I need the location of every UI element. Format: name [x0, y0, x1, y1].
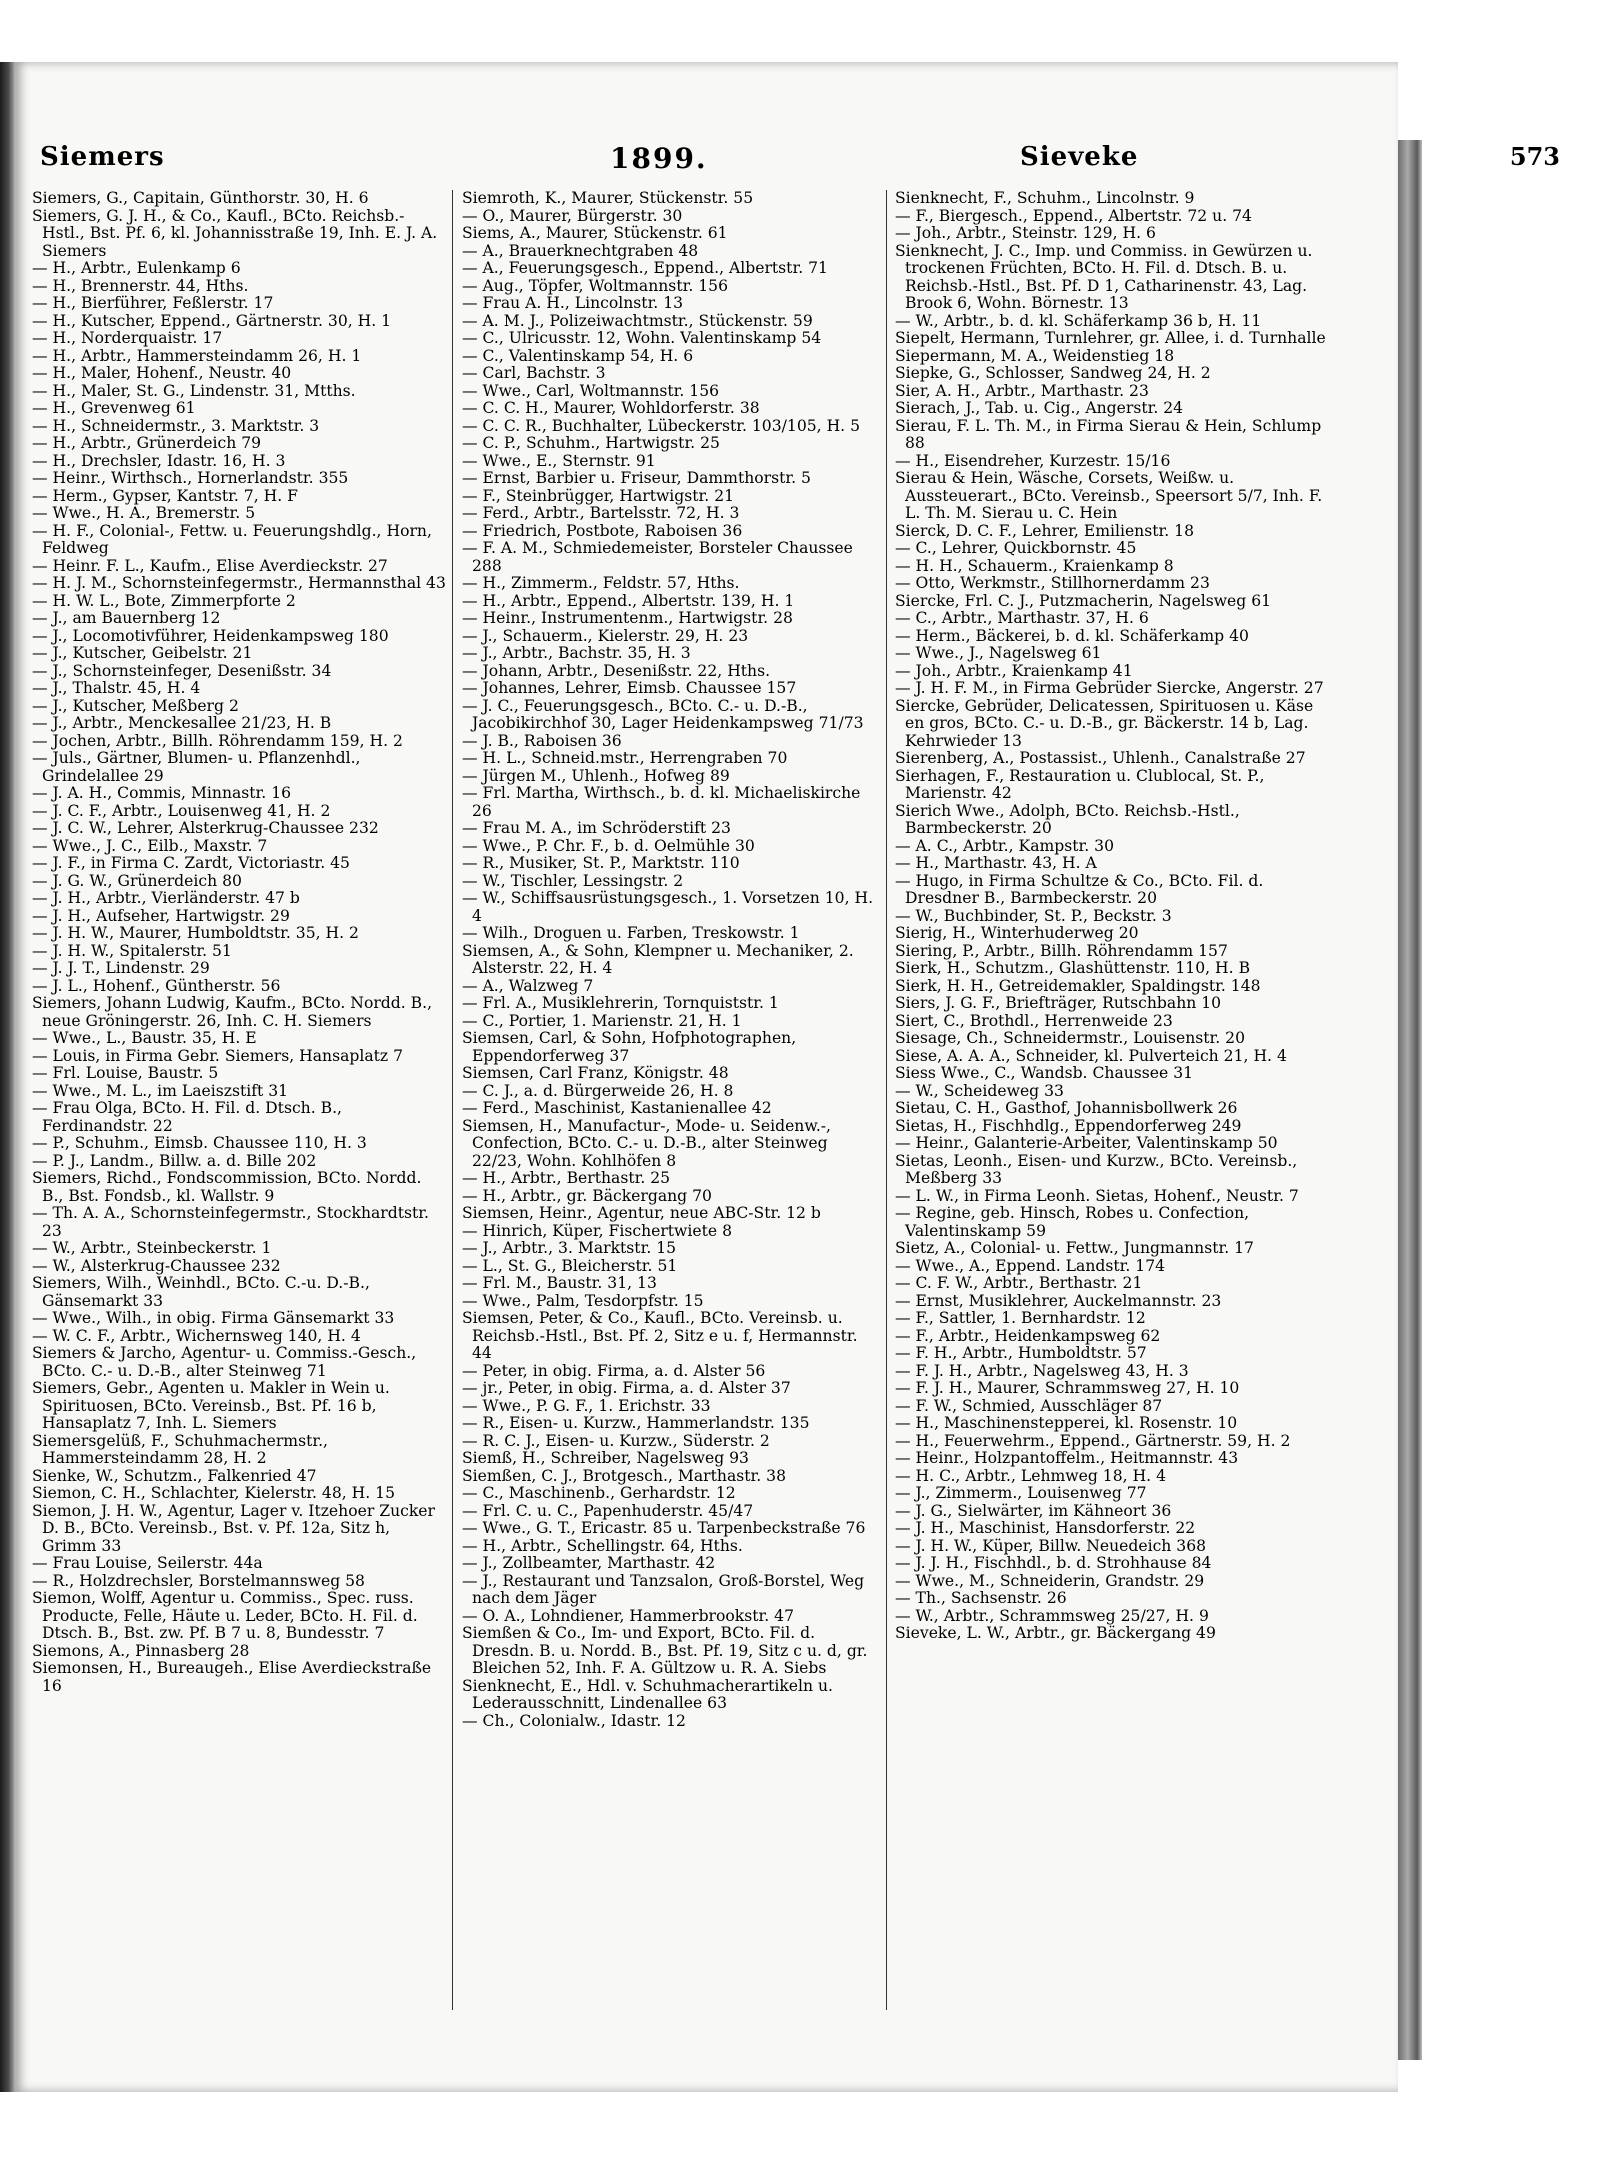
directory-entry: — Heinr., Galanterie-Arbeiter, Valentinskamp 50 — [895, 1134, 1278, 1152]
directory-entry: — Frl. Louise, Baustr. 5 — [32, 1064, 219, 1082]
directory-entry: — O., Maurer, Bürgerstr. 30 — [462, 206, 683, 225]
directory-entry: Siemsen, A., & Sohn, Klempner u. Mechaniker, 2. Alsterstr. 22, H. 4 — [462, 941, 854, 977]
directory-entry: — H. W. L., Bote, Zimmerpforte 2 — [32, 591, 296, 610]
directory-entry: Sierach, J., Tab. u. Cig., Angerstr. 24 — [895, 399, 1184, 417]
directory-entry: — C., Maschinenb., Gerhardstr. 12 — [462, 1484, 736, 1502]
directory-entry: — P. J., Landm., Billw. a. d. Bille 202 — [32, 1151, 317, 1170]
directory-entry: — J. G., Sielwärter, im Kähneort 36 — [895, 1501, 1172, 1520]
directory-entry: — J. H. W., Spitalerstr. 51 — [32, 941, 232, 960]
directory-entry: — Regine, geb. Hinsch, Robes u. Confection, Valentinskamp 59 — [895, 1204, 1250, 1240]
book-page-edges — [1398, 140, 1422, 2060]
directory-entry: — H. C., Arbtr., Lehmweg 18, H. 4 — [895, 1466, 1167, 1485]
directory-entry: — Frl. M., Baustr. 31, 13 — [462, 1274, 657, 1292]
directory-entry: — Jochen, Arbtr., Billh. Röhrendamm 159, H. 2 — [32, 731, 403, 750]
directory-entry: — C., Arbtr., Marthastr. 37, H. 6 — [895, 609, 1149, 627]
directory-entry: Sietz, A., Colonial- u. Fettw., Jungmannstr. 17 — [895, 1239, 1254, 1257]
directory-entry: — H., Arbtr., Eulenkamp 6 — [32, 259, 241, 277]
directory-entry: — Frau M. A., im Schröderstift 23 — [462, 819, 731, 837]
directory-entry: — W., Schiffsausrüstungsgesch., 1. Vorsetzen 10, H. 4 — [462, 889, 874, 925]
directory-entry: — W., Alsterkrug-Chaussee 232 — [32, 1256, 281, 1275]
directory-entry: Siemersgelüß, F., Schuhmachermstr., Hammersteindamm 28, H. 2 — [32, 1431, 328, 1467]
directory-entry: — Th. A. A., Schornsteinfegermstr., Stockhardtstr. 23 — [32, 1204, 429, 1240]
directory-entry: — F., Sattler, 1. Bernhardstr. 12 — [895, 1309, 1146, 1327]
directory-entry: — Frl. A., Musiklehrerin, Tornquiststr. 1 — [462, 994, 779, 1012]
directory-entry: Sienknecht, J. C., Imp. und Commiss. in Gewürzen u. trockenen Früchten, BCto. H. Fil. d. Dtsch. B. u. Reichsb.-Hstl., Bst. Pf. D 1, Catharinenstr. 43, Lag. Brook 6, Wohn. Börnestr. 13 — [895, 241, 1313, 312]
directory-entry: — H., Marthastr. 43, H. A — [895, 854, 1097, 872]
directory-entry: Sienke, W., Schutzm., Falkenried 47 — [32, 1466, 317, 1485]
running-head-year: 1899. — [610, 142, 708, 175]
directory-entry: — Frl. C. u. C., Papenhuderstr. 45/47 — [462, 1501, 754, 1520]
directory-entry: — Wwe., J., Nagelsweg 61 — [895, 644, 1102, 662]
directory-entry: Sierk, H. H., Getreidemakler, Spaldingstr. 148 — [895, 976, 1261, 995]
directory-entry: — J. G. W., Grünerdeich 80 — [32, 871, 242, 890]
directory-entry: Sietau, C. H., Gasthof, Johannisbollwerk 26 — [895, 1099, 1238, 1117]
directory-entry: — J. C., Feuerungsgesch., BCto. C.- u. D.-B., Jacobikirchhof 30, Lager Heidenkampsweg 71/73 — [462, 696, 864, 732]
directory-entry: — R., Musiker, St. P., Marktstr. 110 — [462, 854, 740, 872]
directory-entry: — jr., Peter, in obig. Firma, a. d. Alster 37 — [462, 1379, 791, 1397]
directory-entry: Siemß, H., Schreiber, Nagelsweg 93 — [462, 1449, 749, 1467]
directory-entry: — H., Arbtr., Eppend., Albertstr. 139, H. 1 — [462, 591, 795, 610]
directory-entry: — H., Schneidermstr., 3. Marktstr. 3 — [32, 416, 320, 435]
directory-entry: — H., Zimmerm., Feldstr. 57, Hths. — [462, 574, 740, 592]
directory-entry: — J. H., Aufseher, Hartwigstr. 29 — [32, 906, 290, 925]
directory-entry: — W., Arbtr., Schrammsweg 25/27, H. 9 — [895, 1606, 1209, 1625]
directory-entry: — H. F., Colonial-, Fettw. u. Feuerungshdlg., Horn, Feldweg — [32, 521, 432, 557]
directory-entry: Sietas, Leonh., Eisen- und Kurzw., BCto. Vereinsb., Meßberg 33 — [895, 1151, 1298, 1187]
directory-entry: — Frau Olga, BCto. H. Fil. d. Dtsch. B., Ferdinandstr. 22 — [32, 1099, 343, 1135]
directory-entry: — C., Ulricusstr. 12, Wohn. Valentinskamp 54 — [462, 329, 822, 347]
directory-entry: — A., Feuerungsgesch., Eppend., Albertstr. 71 — [462, 259, 828, 277]
directory-entry: — J. C. W., Lehrer, Alsterkrug-Chaussee 232 — [32, 819, 379, 837]
directory-entry: Siepke, G., Schlosser, Sandweg 24, H. 2 — [895, 364, 1211, 382]
directory-entry: Siemers, Johann Ludwig, Kaufm., BCto. Nordd. B., neue Gröningerstr. 26, Inh. C. H. Siemers — [32, 994, 433, 1030]
directory-entry: — J., Schauerm., Kielerstr. 29, H. 23 — [462, 626, 749, 645]
directory-entry: Siess Wwe., C., Wandsb. Chaussee 31 — [895, 1064, 1194, 1082]
directory-entry: Siers, J. G. F., Briefträger, Rutschbahn 10 — [895, 994, 1222, 1012]
directory-entry: — C. F. W., Arbtr., Berthastr. 21 — [895, 1274, 1143, 1292]
directory-entry: Siemon, C. H., Schlachter, Kielerstr. 48, H. 15 — [32, 1484, 396, 1502]
directory-entry: — J. H. W., Küper, Billw. Neuedeich 368 — [895, 1536, 1207, 1555]
directory-entry: — Aug., Töpfer, Woltmannstr. 156 — [462, 276, 728, 295]
directory-entry: — H., Feuerwehrm., Eppend., Gärtnerstr. 59, H. 2 — [895, 1431, 1291, 1450]
directory-entry: Sierenberg, A., Postassist., Uhlenh., Canalstraße 27 — [895, 749, 1306, 767]
directory-entry: Sierk, H., Schutzm., Glashüttenstr. 110, H. B — [895, 959, 1251, 977]
directory-entry: Siesage, Ch., Schneidermstr., Louisenstr. 20 — [895, 1029, 1246, 1047]
directory-entry: — R., Holzdrechsler, Borstelmannsweg 58 — [32, 1571, 365, 1590]
directory-entry: — J. L., Hohenf., Güntherstr. 56 — [32, 976, 281, 995]
directory-entry: Siemsen, Heinr., Agentur, neue ABC-Str. 12 b — [462, 1204, 821, 1222]
directory-entry: — A. M. J., Polizeiwachtmstr., Stückenstr. 59 — [462, 311, 813, 330]
directory-entry: — F. W., Schmied, Ausschläger 87 — [895, 1396, 1163, 1415]
directory-entry: — H., Brennerstr. 44, Hths. — [32, 276, 249, 295]
directory-entry: — Jürgen M., Uhlenh., Hofweg 89 — [462, 766, 730, 785]
directory-entry: — W., Scheideweg 33 — [895, 1081, 1064, 1100]
directory-entry: — Hinrich, Küper, Fischertwiete 8 — [462, 1221, 732, 1240]
directory-entry: — Joh., Arbtr., Kraienkamp 41 — [895, 661, 1133, 680]
directory-entry: — H., Grevenweg 61 — [32, 399, 196, 417]
directory-entry: — Frl. Martha, Wirthsch., b. d. kl. Michaeliskirche 26 — [462, 784, 861, 820]
directory-entry: — H., Arbtr., gr. Bäckergang 70 — [462, 1186, 712, 1205]
directory-entry: — Johannes, Lehrer, Eimsb. Chaussee 157 — [462, 679, 797, 697]
directory-entry: — W., Arbtr., b. d. kl. Schäferkamp 36 b, H. 11 — [895, 311, 1262, 330]
directory-entry: — A. C., Arbtr., Kampstr. 30 — [895, 836, 1115, 855]
column-divider — [452, 190, 453, 2010]
directory-entry: — Heinr., Instrumentenm., Hartwigstr. 28 — [462, 609, 793, 627]
directory-entry: — Wwe., A., Eppend. Landstr. 174 — [895, 1256, 1166, 1275]
directory-entry: Sienknecht, F., Schuhm., Lincolnstr. 9 — [895, 190, 1195, 207]
directory-entry: — H., Maler, Hohenf., Neustr. 40 — [32, 364, 292, 382]
directory-entry: — Wwe., M. L., im Laeiszstift 31 — [32, 1081, 289, 1100]
directory-entry: — Wwe., Carl, Woltmannstr. 156 — [462, 381, 720, 400]
directory-entry: Siemers & Jarcho, Agentur- u. Commiss.-Gesch., BCto. C.- u. D.-B., alter Steinweg 71 — [32, 1344, 417, 1380]
directory-entry: — Wwe., E., Sternstr. 91 — [462, 451, 656, 470]
directory-entry: — R., Eisen- u. Kurzw., Hammerlandstr. 135 — [462, 1414, 810, 1432]
directory-entry: Siemers, Gebr., Agenten u. Makler in Wein u. Spirituosen, BCto. Vereinsb., Bst. Pf. 16 b, Hansaplatz 7, Inh. L. Siemers — [32, 1379, 390, 1432]
directory-entry: — F., Steinbrügger, Hartwigstr. 21 — [462, 486, 735, 505]
directory-entry: — Wilh., Droguen u. Farben, Treskowstr. 1 — [462, 924, 800, 942]
directory-entry: — Wwe., H. A., Bremerstr. 5 — [32, 504, 256, 522]
directory-entry: — Hugo, in Firma Schultze & Co., BCto. Fil. d. Dresdner B., Barmbeckerstr. 20 — [895, 871, 1264, 907]
directory-entry: — J. H. F. M., in Firma Gebrüder Siercke, Angerstr. 27 — [895, 679, 1324, 697]
directory-entry: — Wwe., L., Baustr. 35, H. E — [32, 1029, 257, 1047]
directory-entry: — H., Maler, St. G., Lindenstr. 31, Mtths. — [32, 381, 356, 400]
directory-entry: Siese, A. A. A., Schneider, kl. Pulverteich 21, H. 4 — [895, 1046, 1287, 1065]
page-header — [40, 142, 1560, 182]
directory-entry: — Wwe., P. Chr. F., b. d. Oelmühle 30 — [462, 836, 755, 855]
directory-entry: — C. P., Schuhm., Hartwigstr. 25 — [462, 434, 720, 452]
directory-entry: Sier, A. H., Arbtr., Marthastr. 23 — [895, 381, 1149, 400]
directory-entry: — C. J., a. d. Bürgerweide 26, H. 8 — [462, 1081, 734, 1100]
directory-entry: Sierhagen, F., Restauration u. Clublocal, St. P., Marienstr. 42 — [895, 766, 1265, 802]
directory-entry: — H., Arbtr., Berthastr. 25 — [462, 1169, 671, 1187]
running-head-left: Siemers — [40, 142, 165, 172]
directory-entry: — Wwe., J. C., Eilb., Maxstr. 7 — [32, 836, 268, 855]
directory-entry: — Herm., Bäckerei, b. d. kl. Schäferkamp 40 — [895, 626, 1249, 645]
directory-entry: Siemsen, H., Manufactur-, Mode- u. Seidenw.-, Confection, BCto. C.- u. D.-B., alter Steinweg 22/23, Wohn. Kohlhöfen 8 — [462, 1116, 832, 1170]
directory-entry: — J., Kutscher, Geibelstr. 21 — [32, 644, 253, 662]
directory-entry: — P., Schuhm., Eimsb. Chaussee 110, H. 3 — [32, 1134, 367, 1152]
directory-entry: — Juls., Gärtner, Blumen- u. Pflanzenhdl., Grindelallee 29 — [32, 749, 361, 785]
directory-entry: — C., Portier, 1. Marienstr. 21, H. 1 — [462, 1011, 742, 1030]
directory-entry: — Otto, Werkmstr., Stillhornerdamm 23 — [895, 574, 1210, 592]
directory-entry: — F. H., Arbtr., Humboldtstr. 57 — [895, 1344, 1147, 1362]
directory-entry: — J., Arbtr., 3. Marktstr. 15 — [462, 1239, 677, 1257]
directory-entry: — Ferd., Maschinist, Kastanienallee 42 — [462, 1099, 772, 1117]
directory-entry: — H., Maschinenstepperei, kl. Rosenstr. 10 — [895, 1414, 1238, 1432]
directory-entry: — H., Arbtr., Grünerdeich 79 — [32, 434, 262, 452]
directory-entry: Sierich Wwe., Adolph, BCto. Reichsb.-Hstl., Barmbeckerstr. 20 — [895, 801, 1240, 837]
directory-entry: — J., Zimmerm., Louisenweg 77 — [895, 1484, 1147, 1502]
directory-entry: Sierig, H., Winterhuderweg 20 — [895, 924, 1139, 942]
directory-entry: — W. C. F., Arbtr., Wichernsweg 140, H. 4 — [32, 1326, 361, 1345]
directory-entry: — H., Arbtr., Schellingstr. 64, Hths. — [462, 1536, 743, 1555]
directory-entry: — Carl, Bachstr. 3 — [462, 364, 606, 382]
directory-entry: Sietas, H., Fischhdlg., Eppendorferweg 249 — [895, 1116, 1242, 1135]
directory-entry: — Wwe., P. G. F., 1. Erichstr. 33 — [462, 1396, 711, 1415]
directory-entry: Siercke, Frl. C. J., Putzmacherin, Nagelsweg 61 — [895, 591, 1272, 610]
directory-entry: — J. H. W., Maurer, Humboldtstr. 35, H. 2 — [32, 924, 359, 942]
directory-entry: Siepermann, M. A., Weidenstieg 18 — [895, 346, 1175, 365]
directory-entry: — A., Brauerknechtgraben 48 — [462, 241, 699, 260]
directory-entry: — Wwe., Palm, Tesdorpfstr. 15 — [462, 1291, 704, 1310]
directory-entry: — W., Buchbinder, St. P., Beckstr. 3 — [895, 906, 1172, 925]
directory-entry: — Heinr. F. L., Kaufm., Elise Averdieckstr. 27 — [32, 556, 388, 575]
directory-entry: — W., Tischler, Lessingstr. 2 — [462, 871, 684, 890]
directory-entry: — Louis, in Firma Gebr. Siemers, Hansaplatz 7 — [32, 1046, 403, 1065]
directory-entry: — J. F., in Firma C. Zardt, Victoriastr. 45 — [32, 854, 350, 872]
directory-entry: Siemsen, Carl Franz, Königstr. 48 — [462, 1064, 729, 1082]
directory-entry: — J. C. F., Arbtr., Louisenweg 41, H. 2 — [32, 801, 331, 820]
directory-column-2 — [462, 190, 880, 2010]
directory-entry: — J. B., Raboisen 36 — [462, 731, 622, 750]
directory-entry: — J., Locomotivführer, Heidenkampsweg 180 — [32, 626, 389, 645]
directory-entry: Siepelt, Hermann, Turnlehrer, gr. Allee, i. d. Turnhalle — [895, 329, 1326, 347]
directory-entry: Siemsen, Carl, & Sohn, Hofphotographen, Eppendorferweg 37 — [462, 1029, 797, 1065]
directory-entry: Siemons, A., Pinnasberg 28 — [32, 1641, 250, 1660]
directory-entry: — Heinr., Holzpantoffelm., Heitmannstr. 43 — [895, 1449, 1239, 1467]
directory-entry: — C. C. R., Buchhalter, Lübeckerstr. 103/105, H. 5 — [462, 416, 861, 435]
directory-entry: — L. W., in Firma Leonh. Sietas, Hohenf., Neustr. 7 — [895, 1186, 1299, 1205]
directory-entry: — Ernst, Musiklehrer, Auckelmannstr. 23 — [895, 1291, 1222, 1310]
directory-entry: — C., Valentinskamp 54, H. 6 — [462, 346, 694, 365]
directory-entry: — O. A., Lohndiener, Hammerbrookstr. 47 — [462, 1606, 794, 1625]
directory-entry: — C., Lehrer, Quickbornstr. 45 — [895, 539, 1137, 557]
directory-entry: — J., Thalstr. 45, H. 4 — [32, 679, 201, 697]
directory-entry: — L., St. G., Bleicherstr. 51 — [462, 1256, 678, 1275]
directory-entry: — W., Arbtr., Steinbeckerstr. 1 — [32, 1239, 272, 1257]
directory-entry: Siering, P., Arbtr., Billh. Röhrendamm 157 — [895, 941, 1228, 960]
directory-entry: — Ernst, Barbier u. Friseur, Dammthorstr. 5 — [462, 469, 811, 487]
directory-entry: Siemers, Richd., Fondscommission, BCto. Nordd. B., Bst. Fondsb., kl. Wallstr. 9 — [32, 1169, 422, 1205]
directory-entry: — Th., Sachsenstr. 26 — [895, 1589, 1067, 1607]
running-head-right: Sieveke — [1020, 142, 1139, 172]
directory-entry: — F., Arbtr., Heidenkampsweg 62 — [895, 1326, 1161, 1345]
directory-entry: Siemßen, C. J., Brotgesch., Marthastr. 38 — [462, 1466, 787, 1485]
directory-entry: Siems, A., Maurer, Stückenstr. 61 — [462, 224, 728, 242]
directory-entry: — J. J. H., Fischhdl., b. d. Strohhause 84 — [895, 1554, 1212, 1572]
directory-entry: Siemers, G. J. H., & Co., Kaufl., BCto. Reichsb.-Hstl., Bst. Pf. 6, kl. Johannisstraße 19, Inh. E. J. A. Siemers — [32, 206, 438, 260]
directory-entry: — H., Kutscher, Eppend., Gärtnerstr. 30, H. 1 — [32, 311, 392, 330]
directory-entry: — F. J. H., Arbtr., Nagelsweg 43, H. 3 — [895, 1361, 1189, 1380]
directory-entry: Siemßen & Co., Im- und Export, BCto. Fil. d. Dresdn. B. u. Nordd. B., Bst. Pf. 19, Sitz c u. d, gr. Bleichen 52, Inh. F. A. Gültzow u. R. A. Siebs — [462, 1624, 868, 1677]
scan-binding-shadow — [0, 62, 14, 2092]
directory-entry: — J. H., Maschinist, Hansdorferstr. 22 — [895, 1519, 1196, 1537]
directory-entry: Siert, C., Brothdl., Herrenweide 23 — [895, 1011, 1173, 1030]
directory-entry: — Friedrich, Postbote, Raboisen 36 — [462, 521, 743, 540]
directory-entry: Sierau, F. L. Th. M., in Firma Sierau & Hein, Schlump 88 — [895, 416, 1322, 452]
directory-entry: — Johann, Arbtr., Desenißstr. 22, Hths. — [462, 661, 771, 680]
directory-entry: Sierau & Hein, Wäsche, Corsets, Weißw. u. Aussteuerart., BCto. Vereinsb., Speersort 5/7, Inh. F. L. Th. M. Sierau u. C. Hein — [895, 469, 1323, 522]
directory-entry: — H., Norderquaistr. 17 — [32, 329, 223, 347]
directory-entry: — Herm., Gypser, Kantstr. 7, H. F — [32, 486, 298, 505]
directory-entry: — J. J. T., Lindenstr. 29 — [32, 959, 210, 977]
directory-entry: Sieveke, L. W., Arbtr., gr. Bäckergang 49 — [895, 1624, 1216, 1642]
directory-entry: — J., am Bauernberg 12 — [32, 609, 221, 627]
directory-entry: — Peter, in obig. Firma, a. d. Alster 56 — [462, 1361, 766, 1380]
directory-entry: — F., Biergesch., Eppend., Albertstr. 72 u. 74 — [895, 206, 1252, 225]
directory-entry: — J., Zollbeamter, Marthastr. 42 — [462, 1554, 716, 1572]
directory-entry: Siemon, J. H. W., Agentur, Lager v. Itzehoer Zucker D. B., BCto. Vereinsb., Bst. v. Pf. 12a, Sitz h, Grimm 33 — [32, 1501, 435, 1555]
directory-entry: — J., Kutscher, Meßberg 2 — [32, 696, 239, 715]
directory-entry: — A., Walzweg 7 — [462, 976, 594, 995]
directory-entry: Sierck, D. C. F., Lehrer, Emilienstr. 18 — [895, 521, 1194, 540]
directory-entry: Siercke, Gebrüder, Delicatessen, Spirituosen u. Käse en gros, BCto. C.- u. D.-B., gr. Bäckerstr. 14 b, Lag. Kehrwieder 13 — [895, 696, 1314, 750]
directory-entry: — H., Eisendreher, Kurzestr. 15/16 — [895, 451, 1171, 470]
directory-entry: Siemsen, Peter, & Co., Kaufl., BCto. Vereinsb. u. Reichsb.-Hstl., Bst. Pf. 2, Sitz e u. f, Hermannstr. 44 — [462, 1309, 858, 1362]
page-number: 573 — [1509, 142, 1560, 171]
directory-entry: — H. L., Schneid.mstr., Herrengraben 70 — [462, 749, 788, 767]
directory-entry: Siemers, Wilh., Weinhdl., BCto. C.-u. D.-B., Gänsemarkt 33 — [32, 1274, 370, 1310]
directory-entry: — H. H., Schauerm., Kraienkamp 8 — [895, 556, 1174, 575]
directory-entry: Sienknecht, E., Hdl. v. Schuhmacherartikeln u. Lederausschnitt, Lindenallee 63 — [462, 1676, 833, 1712]
directory-entry: — H., Drechsler, Idastr. 16, H. 3 — [32, 451, 286, 470]
directory-entry: — J. A. H., Commis, Minnastr. 16 — [32, 784, 292, 802]
directory-entry: — J., Arbtr., Bachstr. 35, H. 3 — [462, 644, 691, 662]
directory-entry: — Wwe., G. T., Ericastr. 85 u. Tarpenbeckstraße 76 — [462, 1519, 866, 1537]
directory-entry: Siemers, G., Capitain, Günthorstr. 30, H. 6 — [32, 190, 369, 207]
directory-entry: — H., Arbtr., Hammersteindamm 26, H. 1 — [32, 346, 362, 365]
directory-entry: — F. J. H., Maurer, Schrammsweg 27, H. 10 — [895, 1379, 1240, 1397]
directory-entry: — Ch., Colonialw., Idastr. 12 — [462, 1711, 686, 1730]
directory-entry: — J., Restaurant und Tanzsalon, Groß-Borstel, Weg nach dem Jäger — [462, 1571, 865, 1607]
directory-entry: — J., Arbtr., Menckesallee 21/23, H. B — [32, 714, 332, 732]
directory-column-3 — [895, 190, 1327, 2010]
directory-entry: — F. A. M., Schmiedemeister, Borsteler Chaussee 288 — [462, 539, 853, 575]
directory-entry: — H. J. M., Schornsteinfegermstr., Hermannsthal 43 — [32, 574, 446, 592]
column-divider — [886, 190, 887, 2010]
directory-column-1 — [32, 190, 447, 2010]
directory-entry: Siemon, Wolff, Agentur u. Commiss., Spec. russ. Producte, Felle, Häute u. Leder, BCto. H. Fil. d. Dtsch. B., Bst. zw. Pf. B 7 u. 8, Bundesstr. 7 — [32, 1589, 418, 1642]
directory-entry: — Wwe., Wilh., in obig. Firma Gänsemarkt 33 — [32, 1309, 395, 1327]
directory-entry: — Heinr., Wirthsch., Hornerlandstr. 355 — [32, 469, 349, 487]
directory-entry: — R. C. J., Eisen- u. Kurzw., Süderstr. 2 — [462, 1431, 770, 1450]
directory-entry: — H., Bierführer, Feßlerstr. 17 — [32, 294, 274, 312]
directory-entry: — Frau Louise, Seilerstr. 44a — [32, 1554, 263, 1572]
directory-entry: — Wwe., M., Schneiderin, Grandstr. 29 — [895, 1571, 1205, 1590]
directory-entry: Siemonsen, H., Bureaugeh., Elise Averdieckstraße 16 — [32, 1659, 432, 1695]
directory-entry: Siemroth, K., Maurer, Stückenstr. 55 — [462, 190, 754, 207]
directory-entry: — C. C. H., Maurer, Wohldorferstr. 38 — [462, 399, 760, 417]
directory-entry: — Ferd., Arbtr., Bartelsstr. 72, H. 3 — [462, 504, 740, 522]
directory-entry: — J., Schornsteinfeger, Desenißstr. 34 — [32, 661, 332, 680]
directory-entry: — J. H., Arbtr., Vierländerstr. 47 b — [32, 889, 300, 907]
directory-entry: — Frau A. H., Lincolnstr. 13 — [462, 294, 684, 312]
directory-entry: — Joh., Arbtr., Steinstr. 129, H. 6 — [895, 224, 1156, 242]
